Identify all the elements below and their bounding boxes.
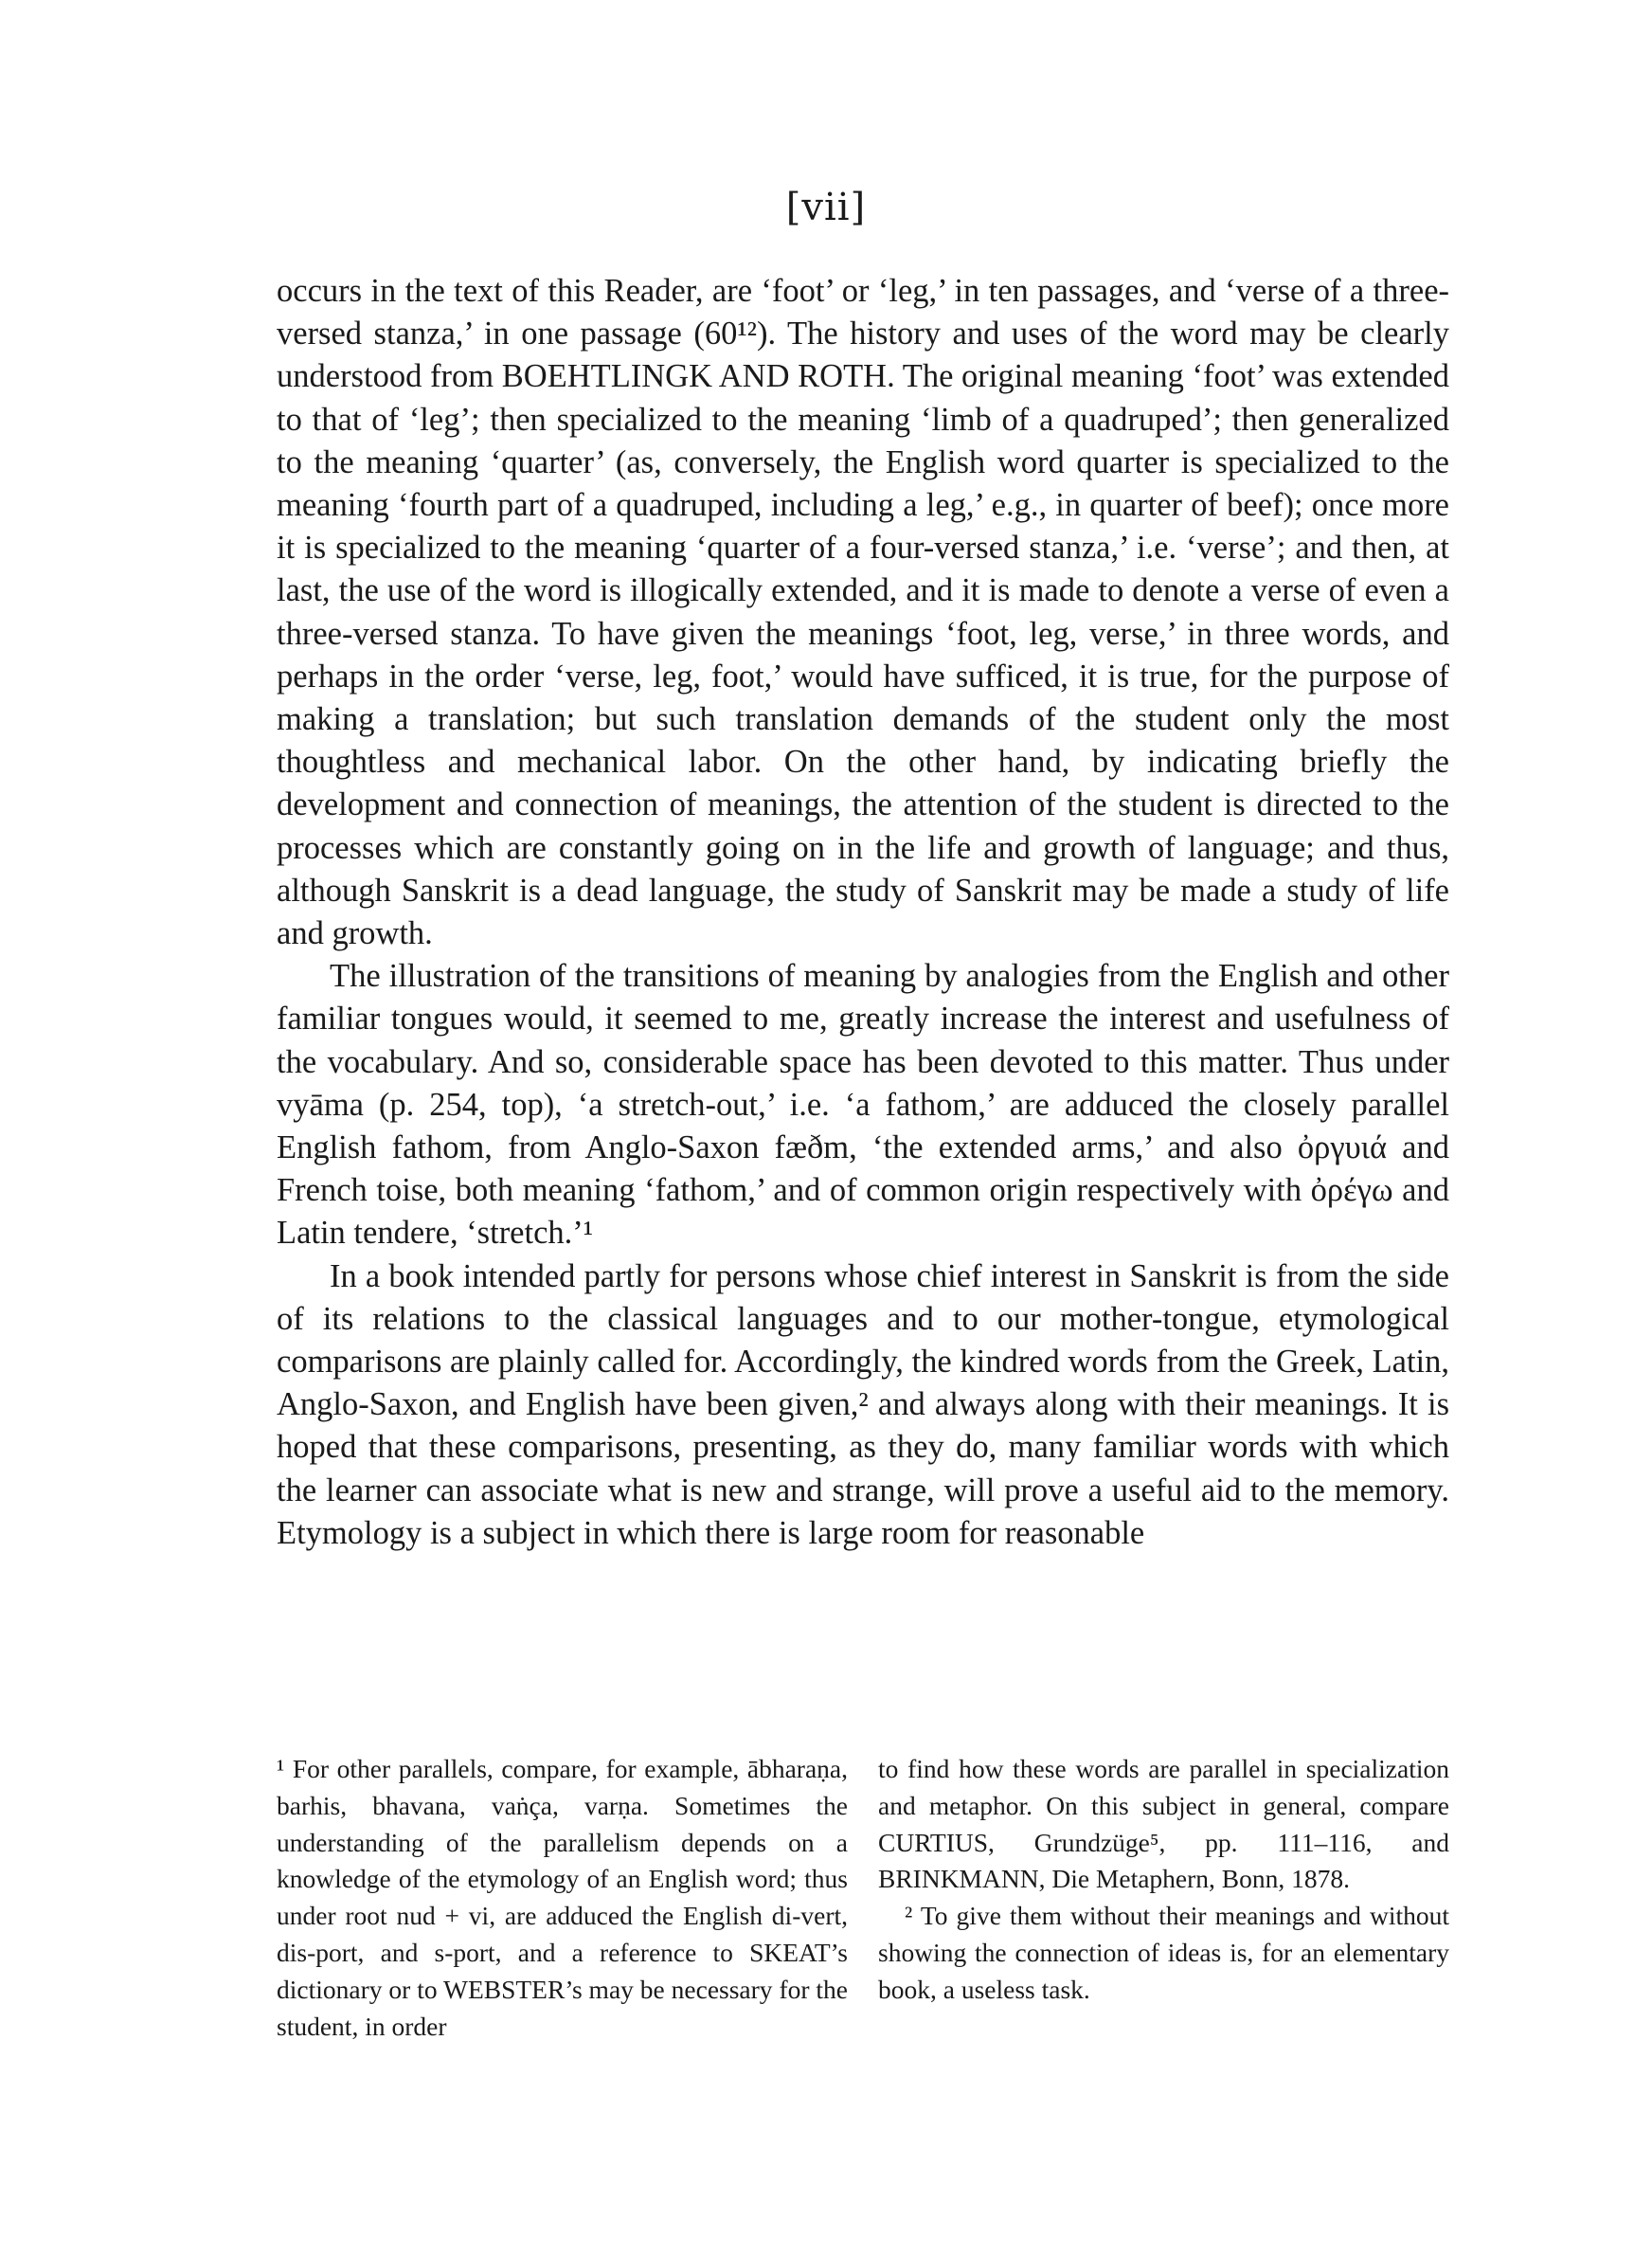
paragraph: In a book intended partly for persons whose chief interest in Sanskrit is from the side of its relations to the classical languages and to our mother-tongue, etymological comparisons are plainly called for. Accordingly, the kindred words from the Greek, Latin, Anglo-Saxon, and English have been given,² and always along with their meanings. It is hoped that these comparisons, presenting, as they do, many familiar words with which the learner can associate what is new and strange, will prove a useful aid to the memory. Etymology is a subject in which there is large room for reasonable — [277, 1257, 1449, 1551]
footnote-1-continued: to find how these words are parallel in specialization and metaphor. On this subject in general, compare CURTIUS, Grundzüge⁵, pp. 111–116, and BRINKMANN, Die Metaphern, Bonn, 1878. — [878, 1754, 1449, 1894]
page-number: [vii] — [785, 186, 867, 229]
paragraph: The illustration of the transitions of meaning by analogies from the English and other familiar tongues would, it seemed to me, greatly increase the interest and usefulness of the vocabulary. And so, considerable space has been devoted to this matter. Thus under vyāma (p. 254, top), ‘a stretch-out,’ i.e. ‘a fathom,’ are adduced the closely parallel English fathom, from Anglo-Saxon fæðm, ‘the extended arms,’ and also ὀργυιά and French toise, both meaning ‘fathom,’ and of common origin respectively with ὀρέγω and Latin tendere, ‘stretch.’¹ — [277, 958, 1449, 1252]
footnotes — [277, 1751, 1449, 2045]
footnote-column-left — [277, 1751, 848, 2045]
footnote-column-right — [878, 1751, 1449, 2045]
body-text — [277, 270, 1449, 1555]
footnote-1: ¹ For other parallels, compare, for example, ābharaṇa, barhis, bhavana, vaṅça, varṇa. Sometimes the understanding of the parallelism depends on a knowledge of the etymology of an English word; thus under root nud + vi, are adduced the English di-vert, dis-port, and s-port, and a reference to SKEAT’s dictionary or to WEBSTER’s may be necessary for the student, in order — [277, 1754, 848, 2041]
paragraph: occurs in the text of this Reader, are ‘foot’ or ‘leg,’ in ten passages, and ‘verse of a three-versed stanza,’ in one passage (60¹²). The history and uses of the word may be clearly understood from BOEHTLINGK AND ROTH. The original meaning ‘foot’ was extended to that of ‘leg’; then specialized to the meaning ‘limb of a quadruped’; then generalized to the meaning ‘quarter’ (as, conversely, the English word quarter is specialized to the meaning ‘fourth part of a quadruped, including a leg,’ e.g., in quarter of beef); once more it is specialized to the meaning ‘quarter of a four-versed stanza,’ i.e. ‘verse’; and then, at last, the use of the word is illogically extended, and it is made to denote a verse of even a three-versed stanza. To have given the meanings ‘foot, leg, verse,’ in three words, and perhaps in the order ‘verse, leg, foot,’ would have sufficed, it is true, for the purpose of making a translation; but such translation demands of the student only the most thoughtless and mechanical labor. On the other hand, by indicating briefly the development and connection of meanings, the attention of the student is directed to the processes which are constantly going on in the life and growth of language; and thus, although Sanskrit is a dead language, the study of Sanskrit may be made a study of life and growth. — [277, 273, 1449, 952]
footnote-2: ² To give them without their meanings and without showing the connection of ideas is, for an elementary book, a useless task. — [878, 1901, 1449, 2004]
